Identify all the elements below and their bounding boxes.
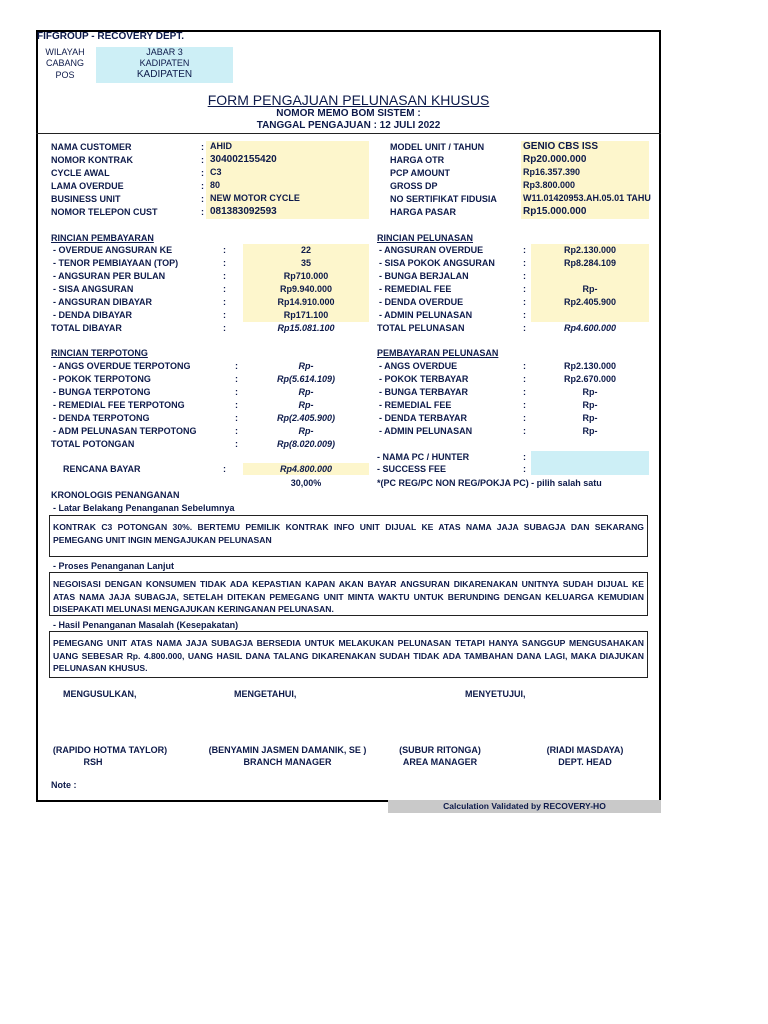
validation-footer: Calculation Validated by RECOVERY-HO — [388, 800, 661, 813]
detail-row-value[interactable]: Rp- — [582, 426, 598, 436]
detail-total-value[interactable]: Rp15.081.100 — [277, 323, 335, 333]
company-name: FIFGROUP - RECOVERY DEPT. — [37, 31, 185, 42]
pc-highlight — [531, 451, 649, 475]
rencana-label: RENCANA BAYAR — [63, 464, 141, 474]
pos-value: KADIPATEN — [136, 69, 193, 80]
detail-total-value[interactable]: Rp4.600.000 — [563, 323, 617, 333]
detail-row-label: - ANGS OVERDUE — [379, 361, 458, 371]
wilayah-value: JABAR 3 — [146, 47, 183, 57]
detail-row-value[interactable]: Rp- — [298, 400, 314, 410]
detail-row-separator: : — [523, 413, 526, 423]
customer-field-value[interactable]: AHID — [210, 141, 232, 151]
latar-text-box[interactable]: KONTRAK C3 POTONGAN 30%. BERTEMU PEMILIK KONTRAK INFO UNIT DIJUAL KE ATAS NAMA JAJA SUBAGJA DAN SEKARANG PEMEGANG UNIT INGIN MENGAJUKAN PELUNASAN — [49, 515, 648, 557]
detail-row-label: - BUNGA TERBAYAR — [379, 387, 469, 397]
detail-row-value[interactable]: Rp8.284.109 — [563, 258, 617, 268]
detail-row-label: - POKOK TERBAYAR — [379, 374, 469, 384]
detail-row-label: - DENDA OVERDUE — [379, 297, 464, 307]
detail-row-value[interactable]: Rp- — [582, 413, 598, 423]
detail-row-value[interactable]: Rp(2.405.900) — [276, 413, 336, 423]
detail-row-value[interactable]: Rp- — [298, 387, 314, 397]
customer-field-label: NOMOR TELEPON CUST — [51, 207, 158, 217]
rincian-pembayaran-title: RINCIAN PEMBAYARAN — [51, 233, 154, 243]
detail-row-label: - POKOK TERPOTONG — [53, 374, 151, 384]
signer-role: DEPT. HEAD — [558, 757, 612, 767]
nama-pc-label: - NAMA PC / HUNTER — [377, 452, 470, 462]
unit-field-label: PCP AMOUNT — [390, 168, 451, 178]
customer-field-label: NOMOR KONTRAK — [51, 155, 133, 165]
detail-total-value[interactable]: Rp(8.020.009) — [276, 439, 336, 449]
detail-row-separator: : — [523, 426, 526, 436]
signer-role: AREA MANAGER — [402, 757, 478, 767]
unit-field-value[interactable]: Rp3.800.000 — [523, 180, 576, 190]
signer-role: BRANCH MANAGER — [243, 757, 332, 767]
wilayah-label: WILAYAH — [45, 47, 85, 57]
detail-row-separator: : — [235, 426, 238, 436]
detail-row-label: - ANGSURAN OVERDUE — [379, 245, 484, 255]
unit-field-value[interactable]: Rp16.357.390 — [523, 167, 581, 177]
unit-field-value[interactable]: W11.01420953.AH.05.01 TAHU — [523, 193, 651, 203]
customer-field-label: NAMA CUSTOMER — [51, 142, 132, 152]
detail-row-separator: : — [523, 310, 526, 320]
form-title: FORM PENGAJUAN PELUNASAN KHUSUS — [207, 92, 490, 108]
detail-row-separator: : — [523, 400, 526, 410]
customer-field-value[interactable]: 80 — [210, 180, 221, 190]
detail-total-separator: : — [235, 439, 238, 449]
customer-field-separator: : — [201, 181, 204, 191]
detail-row-label: - ADMIN PELUNASAN — [379, 426, 473, 436]
customer-field-separator: : — [201, 168, 204, 178]
detail-row-label: - OVERDUE ANGSURAN KE — [53, 245, 173, 255]
pc-note: *(PC REG/PC NON REG/POKJA PC) - pilih salah satu — [377, 478, 602, 488]
customer-field-value[interactable]: 081383092593 — [210, 206, 277, 217]
mengetahui-label: MENGETAHUI, — [234, 689, 297, 699]
detail-row-separator: : — [223, 271, 226, 281]
signer-name: (RAPIDO HOTMA TAYLOR) — [52, 745, 168, 755]
detail-row-label: - DENDA TERBAYAR — [379, 413, 468, 423]
detail-row-label: - REMEDIAL FEE — [379, 400, 452, 410]
success-fee-label: - SUCCESS FEE — [377, 464, 447, 474]
rencana-percent: 30,00% — [290, 478, 322, 488]
unit-field-label: NO SERTIFIKAT FIDUSIA — [390, 194, 497, 204]
memo-number: NOMOR MEMO BOM SISTEM : — [276, 108, 421, 119]
detail-row-value[interactable]: Rp9.940.000 — [279, 284, 333, 294]
detail-row-value[interactable]: Rp- — [582, 284, 598, 294]
detail-row-value[interactable]: Rp710.000 — [283, 271, 329, 281]
detail-total-label: TOTAL PELUNASAN — [377, 323, 465, 333]
detail-row-separator: : — [523, 245, 526, 255]
customer-field-label: LAMA OVERDUE — [51, 181, 124, 191]
mengusulkan-label: MENGUSULKAN, — [63, 689, 137, 699]
detail-row-label: - ADMIN PELUNASAN — [379, 310, 473, 320]
detail-row-separator: : — [235, 400, 238, 410]
detail-row-label: - ANGSURAN PER BULAN — [53, 271, 166, 281]
detail-row-separator: : — [523, 387, 526, 397]
tanggal-pengajuan: TANGGAL PENGAJUAN : 12 JULI 2022 — [256, 120, 441, 131]
detail-row-value[interactable]: Rp171.100 — [283, 310, 329, 320]
rincian-terpotong-title: RINCIAN TERPOTONG — [51, 348, 148, 358]
cabang-label: CABANG — [45, 58, 84, 68]
detail-row-separator: : — [523, 284, 526, 294]
pos-label: POS — [55, 70, 75, 80]
detail-row-separator: : — [223, 258, 226, 268]
rincian-pelunasan-title: RINCIAN PELUNASAN — [377, 233, 474, 243]
detail-total-separator: : — [523, 323, 526, 333]
detail-row-separator: : — [235, 361, 238, 371]
detail-row-separator: : — [223, 284, 226, 294]
detail-total-separator: : — [223, 323, 226, 333]
detail-row-value[interactable]: Rp2.405.900 — [563, 297, 617, 307]
detail-row-label: - SISA ANGSURAN — [53, 284, 134, 294]
detail-row-separator: : — [523, 271, 526, 281]
unit-field-value[interactable]: Rp15.000.000 — [523, 206, 587, 217]
hasil-label: - Hasil Penanganan Masalah (Kesepakatan) — [53, 620, 239, 630]
detail-row-value[interactable]: Rp2.130.000 — [563, 245, 617, 255]
signer-role: RSH — [83, 757, 103, 767]
detail-row-label: - ADM PELUNASAN TERPOTONG — [53, 426, 197, 436]
detail-row-label: - BUNGA TERPOTONG — [53, 387, 151, 397]
customer-field-separator: : — [201, 207, 204, 217]
proses-text-box[interactable]: NEGOISASI DENGAN KONSUMEN TIDAK ADA KEPASTIAN KAPAN AKAN BAYAR ANGSURAN DIKARENAKAN UNITNYA SUDAH DIJUAL KE ATAS NAMA JAJA SUBAGJA, SETELAH DITEKAN PEMEGANG UNIT MINTA WAKTU UNTUK BERUNDING DENGAN KELUARGA KEMUDIAN DISEPAKATI MELUNASI MENGAJUKAN KERINGANAN PELUNASAN. — [49, 572, 648, 616]
detail-row-separator: : — [235, 413, 238, 423]
title-divider — [36, 133, 661, 134]
customer-field-value[interactable]: 304002155420 — [210, 154, 277, 165]
detail-row-value[interactable]: Rp14.910.000 — [277, 297, 335, 307]
unit-field-label: HARGA PASAR — [390, 207, 457, 217]
detail-row-value[interactable]: Rp2.130.000 — [563, 361, 617, 371]
detail-row-label: - BUNGA BERJALAN — [379, 271, 469, 281]
pelunasan-values-highlight — [531, 244, 649, 322]
detail-row-label: - REMEDIAL FEE — [379, 284, 452, 294]
customer-field-separator: : — [201, 194, 204, 204]
customer-field-value[interactable]: C3 — [210, 167, 222, 177]
rencana-separator: : — [223, 464, 226, 474]
detail-row-separator: : — [235, 387, 238, 397]
unit-field-label: GROSS DP — [390, 181, 438, 191]
kronologis-title: KRONOLOGIS PENANGANAN — [51, 490, 180, 500]
detail-row-value[interactable]: 35 — [300, 258, 311, 268]
unit-field-label: HARGA OTR — [390, 155, 445, 165]
proses-label: - Proses Penanganan Lanjut — [53, 561, 175, 571]
customer-field-separator: : — [201, 155, 204, 165]
customer-field-separator: : — [201, 142, 204, 152]
detail-row-separator: : — [523, 258, 526, 268]
latar-label: - Latar Belakang Penanganan Sebelumnya — [53, 503, 235, 513]
note-label: Note : — [51, 780, 77, 790]
signer-name: (SUBUR RITONGA) — [399, 745, 481, 755]
detail-row-label: - DENDA DIBAYAR — [53, 310, 133, 320]
customer-field-label: BUSINESS UNIT — [51, 194, 121, 204]
detail-row-separator: : — [235, 374, 238, 384]
nama-pc-separator: : — [523, 452, 526, 462]
detail-row-value[interactable]: Rp- — [582, 387, 598, 397]
unit-field-value[interactable]: GENIO CBS ISS — [523, 141, 599, 152]
detail-total-label: TOTAL DIBAYAR — [51, 323, 122, 333]
customer-field-label: CYCLE AWAL — [51, 168, 110, 178]
detail-row-separator: : — [523, 297, 526, 307]
success-fee-separator: : — [523, 464, 526, 474]
detail-row-label: - TENOR PEMBIAYAAN (TOP) — [53, 258, 179, 268]
rencana-value[interactable]: Rp4.800.000 — [279, 464, 333, 474]
detail-row-separator: : — [223, 297, 226, 307]
customer-field-value[interactable]: NEW MOTOR CYCLE — [210, 193, 300, 203]
detail-row-separator: : — [523, 361, 526, 371]
unit-field-label: MODEL UNIT / TAHUN — [390, 142, 485, 152]
detail-row-value[interactable]: Rp- — [298, 361, 314, 371]
pembayaran-pelunasan-title: PEMBAYARAN PELUNASAN — [377, 348, 499, 358]
detail-row-value[interactable]: Rp- — [582, 400, 598, 410]
detail-total-label: TOTAL POTONGAN — [51, 439, 135, 449]
detail-row-value[interactable]: 22 — [300, 245, 311, 255]
detail-row-value[interactable]: Rp(5.614.109) — [276, 374, 336, 384]
detail-row-value[interactable]: Rp2.670.000 — [563, 374, 617, 384]
signer-name: (RIADI MASDAYA) — [546, 745, 624, 755]
detail-row-separator: : — [223, 310, 226, 320]
hasil-text-box[interactable]: PEMEGANG UNIT ATAS NAMA JAJA SUBAGJA BERSEDIA UNTUK MELAKUKAN PELUNASAN TETAPI HANYA SANGGUP MENGUSAHAKAN UANG SEBESAR Rp. 4.800.000, UANG HASIL DANA TALANG DIKARENAKAN SUDAH TIDAK ADA TAMBAHAN DANA LAGI, MAKA DIAJUKAN PELUNASAN KHUSUS. — [49, 631, 648, 678]
detail-row-label: - DENDA TERPOTONG — [53, 413, 150, 423]
detail-row-label: - ANGSURAN DIBAYAR — [53, 297, 153, 307]
detail-row-value[interactable]: Rp- — [298, 426, 314, 436]
detail-row-separator: : — [523, 374, 526, 384]
detail-row-label: - ANGS OVERDUE TERPOTONG — [53, 361, 191, 371]
unit-field-value[interactable]: Rp20.000.000 — [523, 154, 587, 165]
menyetujui-label: MENYETUJUI, — [465, 689, 526, 699]
signer-name: (BENYAMIN JASMEN DAMANIK, SE ) — [208, 745, 367, 755]
detail-row-label: - SISA POKOK ANGSURAN — [379, 258, 495, 268]
cabang-value: KADIPATEN — [139, 58, 190, 68]
detail-row-separator: : — [223, 245, 226, 255]
detail-row-label: - REMEDIAL FEE TERPOTONG — [53, 400, 185, 410]
